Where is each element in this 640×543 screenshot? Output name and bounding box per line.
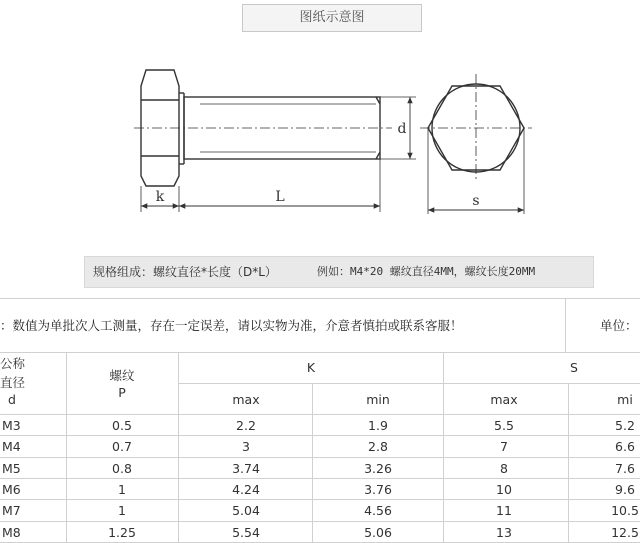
row-rule — [0, 435, 640, 436]
column-divider — [443, 352, 444, 542]
header-top-rule — [0, 352, 640, 353]
cell-kmax: 4.24 — [232, 481, 260, 497]
dimension-label-d: d — [397, 121, 407, 137]
cell-kmax: 2.2 — [236, 418, 256, 433]
cell-p: 0.7 — [112, 439, 132, 455]
row-rule — [0, 457, 640, 458]
cell-kmax: 5.54 — [232, 524, 260, 540]
cell-d: M5 — [2, 460, 21, 476]
cell-kmin: 2.8 — [368, 439, 388, 455]
cell-d: M8 — [2, 524, 21, 540]
cell-kmin: 1.9 — [368, 418, 388, 433]
cell-kmax: 5.04 — [232, 503, 260, 519]
header-s-max: max — [490, 392, 518, 407]
row-rule — [0, 499, 640, 500]
column-divider — [312, 383, 313, 542]
cell-d: M7 — [2, 503, 21, 519]
row-rule — [0, 478, 640, 479]
cell-smax: 13 — [496, 524, 512, 540]
cell-smax: 8 — [500, 460, 508, 476]
cell-p: 1.25 — [108, 524, 136, 540]
cell-p: 0.8 — [112, 460, 132, 476]
cell-d: M3 — [2, 418, 21, 433]
measurement-note: ：数值为单批次人工测量，存在一定误差，请以实物为准，介意者慎拍或联系客服！ — [0, 318, 463, 333]
header-nominal-diameter: 公称 — [0, 356, 26, 371]
header-k-min: min — [366, 392, 390, 407]
cell-smax: 5.5 — [494, 418, 514, 433]
dimension-label-L: L — [275, 189, 285, 205]
drawing-title: 图纸示意图 — [242, 4, 422, 32]
cell-d: M6 — [2, 481, 21, 497]
cell-smax: 7 — [500, 439, 508, 455]
dimension-label-s: s — [472, 193, 480, 209]
cell-smin: 6.6 — [615, 439, 635, 455]
cell-kmax: 3 — [242, 439, 250, 455]
cell-p: 0.5 — [112, 418, 132, 433]
column-divider — [568, 383, 569, 542]
cell-smin: 7.6 — [615, 460, 635, 476]
bolt-drawing — [0, 0, 640, 250]
cell-smin: 9.6 — [615, 481, 635, 497]
cell-smax: 10 — [496, 481, 512, 497]
spec-format-bar — [84, 256, 594, 288]
header-bottom-rule — [0, 414, 640, 415]
cell-smin: 12.5 — [611, 524, 639, 540]
spec-format-text: 规格组成：螺纹直径*长度（D*L） — [93, 265, 277, 279]
cell-kmin: 5.06 — [364, 524, 392, 540]
table-top-rule — [0, 298, 640, 299]
header-group-k: K — [306, 360, 316, 375]
unit-label: 单位： — [600, 318, 638, 333]
cell-kmin: 4.56 — [364, 503, 392, 519]
cell-p: 1 — [118, 481, 126, 497]
cell-d: M4 — [2, 439, 21, 455]
cell-smin: 10.5 — [611, 503, 639, 519]
note-divider — [565, 298, 566, 352]
header-nominal-diameter: 直径 — [0, 375, 26, 390]
cell-p: 1 — [118, 503, 126, 519]
cell-kmax: 3.74 — [232, 460, 260, 476]
cell-kmin: 3.26 — [364, 460, 392, 476]
header-nominal-diameter: d — [8, 392, 16, 407]
header-thread-pitch: P — [118, 385, 126, 400]
subheader-rule — [178, 383, 640, 384]
cell-smax: 11 — [496, 503, 512, 519]
cell-smin: 5.2 — [615, 418, 635, 433]
cell-kmin: 3.76 — [364, 481, 392, 497]
row-rule — [0, 521, 640, 522]
header-thread-pitch: 螺纹 — [109, 368, 135, 383]
column-divider — [178, 352, 179, 542]
header-group-s: S — [570, 360, 578, 375]
column-divider — [66, 352, 67, 542]
header-s-min: mi — [617, 392, 633, 407]
dimension-label-k: k — [155, 189, 165, 205]
header-k-max: max — [232, 392, 260, 407]
spec-example-text: 例如：M4*20 螺纹直径4MM，螺纹长度20MM — [317, 265, 536, 278]
